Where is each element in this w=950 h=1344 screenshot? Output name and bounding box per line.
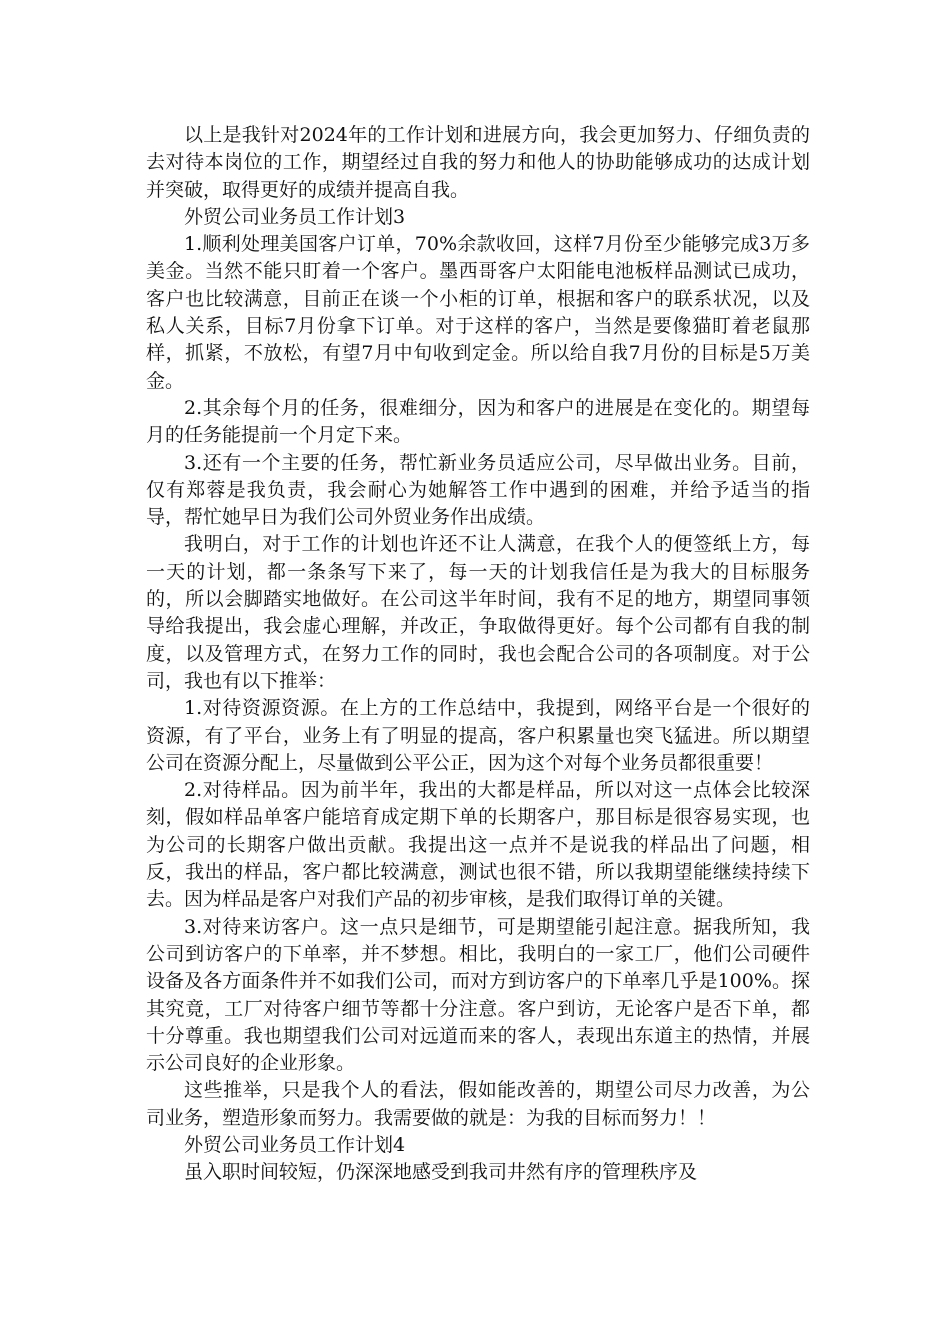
paragraph-suggestion-resources: 1.对待资源资源。在上方的工作总结中，我提到，网络平台是一个很好的资源，有了平台，业务上有了明显的提高，客户积累量也突飞猛进。所以期望公司在资源分配上，尽量做到公平公正，因为这个对每个业务员都很重要！	[146, 697, 810, 774]
paragraph-self-reflection: 我明白，对于工作的计划也许还不让人满意，在我个人的便签纸上方，每一天的计划，都一条条写下来了，每一天的计划我信任是为我大的目标服务的，所以会脚踏实地做好。在公司这半年时间，我有不足的地方，期望同事领导给我提出，我会虚心理解，并改正，争取做得更好。每个公司都有自我的制度，以及管理方式，在努力工作的同时，我也会配合公司的各项制度。对于公司，我也有以下推举：	[146, 533, 810, 692]
paragraph-item-3-new-staff: 3.还有一个主要的任务，帮忙新业务员适应公司，尽早做出业务。目前，仅有郑蓉是我负责，我会耐心为她解答工作中遇到的困难，并给予适当的指导，帮忙她早日为我们公司外贸业务作出成绩。	[146, 451, 810, 529]
section-heading-plan-3: 外贸公司业务员工作计划3	[184, 205, 406, 228]
paragraph-suggestion-visitors: 3.对待来访客户。这一点只是细节，可是期望能引起注意。据我所知，我公司到访客户的下单率，并不梦想。相比，我明白的一家工厂，他们公司硬件设备及各方面条件并不如我们公司，而对方到访客户的下单率几乎是100%。探其究竟，工厂对待客户细节等都十分注意。客户到访，无论客户是否下单，都十分尊重。我也期望我们公司对远道而来的客人，表现出东道主的热情，并展示公司良好的企业形象。	[146, 915, 810, 1075]
section-heading-plan-4: 外贸公司业务员工作计划4	[184, 1133, 406, 1156]
paragraph-plan-4-intro: 虽入职时间较短，仍深深地感受到我司井然有序的管理秩序及	[184, 1161, 698, 1184]
paragraph-item-2-monthly-tasks: 2.其余每个月的任务，很难细分，因为和客户的进展是在变化的。期望每月的任务能提前一个月定下来。	[146, 396, 810, 447]
paragraph-suggestion-samples: 2.对待样品。因为前半年，我出的大都是样品，所以对这一点体会比较深刻，假如样品单客户能培育成定期下单的长期客户，那目标是很容易实现，也为公司的长期客户做出贡献。我提出这一点并不是说我的样品出了问题，相反，我出的样品，客户都比较满意，测试也很不错，所以我期望能继续持续下去。因为样品是客户对我们产品的初步审核，是我们取得订单的关键。	[146, 779, 810, 911]
document-page	[146, 122, 810, 1187]
paragraph-item-1-orders: 1.顺利处理美国客户订单，70%余款收回，这样7月份至少能够完成3万多美金。当然不能只盯着一个客户。墨西哥客户太阳能电池板样品测试已成功，客户也比较满意，目前正在谈一个小柜的订单，根据和客户的联系状况，以及私人关系，目标7月份拿下订单。对于这样的客户，当然是要像猫盯着老鼠那样，抓紧，不放松，有望7月中旬收到定金。所以给自我7月份的目标是5万美金。	[146, 233, 810, 392]
paragraph-conclusion: 以上是我针对2024年的工作计划和进展方向，我会更加努力、仔细负责的去对待本岗位的工作，期望经过自我的努力和他人的协助能够成功的达成计划并突破，取得更好的成绩并提高自我。	[146, 124, 810, 201]
paragraph-closing: 这些推举，只是我个人的看法，假如能改善的，期望公司尽力改善，为公司业务，塑造形象而努力。我需要做的就是：为我的目标而努力！！	[146, 1079, 810, 1129]
